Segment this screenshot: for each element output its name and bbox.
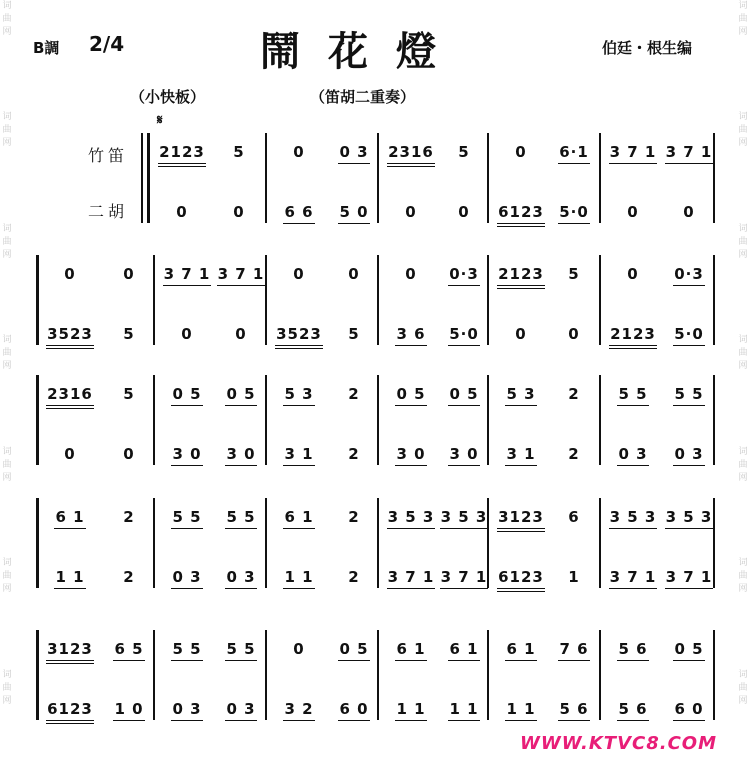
dizi-note bbox=[157, 383, 217, 406]
erhu-note bbox=[491, 323, 551, 345]
jianpu-notes: 5 6 bbox=[617, 698, 648, 721]
barline bbox=[36, 630, 39, 720]
score-system bbox=[0, 235, 750, 345]
dizi-note bbox=[603, 383, 663, 406]
dizi-note bbox=[211, 638, 271, 661]
jianpu-notes: 1 1 bbox=[448, 698, 479, 721]
jianpu-notes: 5 6 bbox=[558, 698, 589, 721]
jianpu-notes: 0 3 bbox=[338, 141, 369, 164]
dizi-note bbox=[544, 141, 604, 164]
watermark-char: 网 bbox=[738, 584, 748, 595]
jianpu-notes: 2316 bbox=[46, 383, 94, 409]
erhu-note bbox=[381, 566, 441, 589]
dizi-note bbox=[40, 638, 100, 664]
watermark-char: 词 bbox=[738, 669, 748, 680]
erhu-note bbox=[269, 566, 329, 589]
jianpu-notes: 6 1 bbox=[395, 638, 426, 661]
jianpu-notes: 6123 bbox=[46, 698, 94, 724]
dizi-note bbox=[211, 263, 271, 286]
barline bbox=[36, 255, 39, 345]
erhu-note bbox=[434, 443, 494, 466]
erhu-note bbox=[99, 698, 159, 721]
jianpu-notes: 6 5 bbox=[113, 638, 144, 661]
erhu-note bbox=[544, 566, 604, 588]
erhu-note bbox=[211, 443, 271, 466]
dizi-note bbox=[434, 638, 494, 661]
arranger-credit: 伯廷・根生编 bbox=[602, 39, 693, 57]
erhu-note bbox=[434, 323, 494, 346]
dizi-note bbox=[211, 506, 271, 529]
jianpu-notes: 0 bbox=[293, 143, 305, 161]
erhu-note bbox=[491, 201, 551, 227]
jianpu-notes: 0 bbox=[683, 203, 695, 221]
watermark-char: 曲 bbox=[738, 348, 748, 359]
jianpu-notes: 0 bbox=[458, 203, 470, 221]
erhu-note bbox=[603, 201, 663, 223]
jianpu-notes: 0 bbox=[568, 325, 580, 343]
jianpu-notes: 3123 bbox=[46, 638, 94, 664]
dizi-note bbox=[491, 638, 551, 661]
dizi-note bbox=[152, 141, 212, 167]
watermark-char: 词 bbox=[738, 446, 748, 457]
key-signature: B調 bbox=[33, 39, 60, 57]
dizi-note bbox=[40, 383, 100, 409]
erhu-note bbox=[157, 323, 217, 345]
jianpu-notes: 3 7 1 bbox=[609, 141, 658, 164]
jianpu-notes: 0 bbox=[123, 265, 135, 283]
jianpu-notes: 2316 bbox=[387, 141, 435, 167]
dizi-note bbox=[324, 638, 384, 661]
score-system bbox=[0, 113, 750, 223]
watermark-char: 曲 bbox=[738, 125, 748, 136]
dizi-note bbox=[544, 383, 604, 405]
watermark-char: 曲 bbox=[2, 125, 12, 136]
watermark-char: 曲 bbox=[2, 14, 12, 24]
erhu-note bbox=[40, 698, 100, 724]
jianpu-notes: 6 0 bbox=[338, 698, 369, 721]
jianpu-notes: 3523 bbox=[275, 323, 323, 349]
erhu-note bbox=[99, 566, 159, 588]
watermark-char: 网 bbox=[2, 361, 12, 372]
jianpu-notes: 3 0 bbox=[395, 443, 426, 466]
jianpu-notes: 0 bbox=[515, 325, 527, 343]
jianpu-notes: 0 bbox=[627, 265, 639, 283]
watermark-char: 曲 bbox=[738, 236, 748, 247]
erhu-note bbox=[491, 443, 551, 466]
jianpu-notes: 3 1 bbox=[283, 443, 314, 466]
dizi-note bbox=[603, 263, 663, 285]
jianpu-notes: 0 bbox=[348, 265, 360, 283]
dizi-note bbox=[40, 506, 100, 529]
score-system bbox=[0, 478, 750, 588]
jianpu-notes: 2 bbox=[123, 568, 135, 586]
dizi-note bbox=[434, 506, 494, 529]
erhu-note bbox=[324, 443, 384, 465]
dizi-note bbox=[603, 638, 663, 661]
jianpu-notes: 2 bbox=[348, 508, 360, 526]
watermark-char: 网 bbox=[738, 472, 748, 483]
system-bracket bbox=[141, 133, 143, 223]
erhu-note bbox=[434, 566, 494, 589]
jianpu-notes: 0 bbox=[293, 265, 305, 283]
watermark-char: 词 bbox=[2, 446, 12, 457]
dizi-note bbox=[659, 263, 719, 286]
dizi-note bbox=[659, 638, 719, 661]
dizi-note bbox=[603, 141, 663, 164]
jianpu-notes: 0 bbox=[235, 325, 247, 343]
jianpu-notes: 5 6 bbox=[617, 638, 648, 661]
dizi-note bbox=[434, 263, 494, 286]
jianpu-notes: 6 1 bbox=[283, 506, 314, 529]
jianpu-notes: 3 7 1 bbox=[665, 141, 714, 164]
dizi-note bbox=[269, 263, 329, 285]
jianpu-notes: 0 5 bbox=[338, 638, 369, 661]
jianpu-notes: 5·0 bbox=[558, 201, 590, 224]
erhu-note bbox=[40, 566, 100, 589]
erhu-note bbox=[434, 698, 494, 721]
erhu-note bbox=[603, 443, 663, 466]
jianpu-notes: 0 bbox=[64, 265, 76, 283]
erhu-note bbox=[544, 323, 604, 345]
watermark-char: 词 bbox=[738, 335, 748, 346]
erhu-note bbox=[40, 323, 100, 349]
ensemble-marking: （笛胡二重奏） bbox=[310, 88, 416, 106]
dizi-note bbox=[491, 506, 551, 532]
jianpu-notes: 3 6 bbox=[395, 323, 426, 346]
erhu-note bbox=[324, 323, 384, 345]
erhu-note bbox=[491, 698, 551, 721]
jianpu-notes: 0 5 bbox=[673, 638, 704, 661]
erhu-note bbox=[659, 201, 719, 223]
jianpu-notes: 5 3 bbox=[505, 383, 536, 406]
watermark-char: 网 bbox=[738, 695, 748, 706]
dizi-note bbox=[381, 263, 441, 285]
dizi-note bbox=[157, 638, 217, 661]
dizi-note bbox=[544, 506, 604, 528]
jianpu-notes: 6 1 bbox=[505, 638, 536, 661]
watermark-char: 词 bbox=[738, 558, 748, 569]
jianpu-notes: 5 5 bbox=[171, 506, 202, 529]
watermark-char: 曲 bbox=[738, 459, 748, 470]
jianpu-notes: 3 0 bbox=[225, 443, 256, 466]
dizi-note bbox=[491, 141, 551, 163]
jianpu-notes: 3 0 bbox=[448, 443, 479, 466]
dizi-note bbox=[269, 383, 329, 406]
tempo-marking: （小快板） bbox=[130, 88, 206, 106]
site-watermark: WWW.KTVC8.COM bbox=[520, 733, 717, 754]
jianpu-notes: 5 bbox=[348, 325, 360, 343]
watermark-char: 网 bbox=[738, 27, 748, 37]
jianpu-notes: 2 bbox=[123, 508, 135, 526]
part-name-dizi: 竹笛 bbox=[88, 146, 129, 165]
jianpu-notes: 6 1 bbox=[448, 638, 479, 661]
dizi-note bbox=[211, 383, 271, 406]
jianpu-notes: 5 5 bbox=[225, 506, 256, 529]
jianpu-notes: 3 7 1 bbox=[609, 566, 658, 589]
jianpu-notes: 0 bbox=[627, 203, 639, 221]
barline bbox=[36, 498, 39, 588]
watermark-char: 曲 bbox=[738, 571, 748, 582]
dizi-note bbox=[269, 638, 329, 660]
watermark-char: 词 bbox=[738, 223, 748, 234]
erhu-note bbox=[659, 323, 719, 346]
watermark-char: 网 bbox=[2, 695, 12, 706]
dizi-note bbox=[99, 638, 159, 661]
watermark-char: 网 bbox=[738, 249, 748, 260]
watermark-char: 词 bbox=[2, 558, 12, 569]
watermark-char: 曲 bbox=[2, 459, 12, 470]
dizi-note bbox=[659, 506, 719, 529]
erhu-note bbox=[269, 443, 329, 466]
erhu-note bbox=[491, 566, 551, 592]
jianpu-notes: 1 1 bbox=[395, 698, 426, 721]
jianpu-notes: 3 7 1 bbox=[217, 263, 266, 286]
watermark-char: 曲 bbox=[2, 236, 12, 247]
watermark-char: 词 bbox=[2, 669, 12, 680]
erhu-note bbox=[324, 201, 384, 224]
jianpu-notes: 0 3 bbox=[673, 443, 704, 466]
watermark-char: 曲 bbox=[2, 348, 12, 359]
dizi-note bbox=[381, 383, 441, 406]
dizi-note bbox=[324, 263, 384, 285]
jianpu-notes: 0 bbox=[293, 640, 305, 658]
dizi-note bbox=[603, 506, 663, 529]
erhu-note bbox=[157, 443, 217, 466]
jianpu-notes: 2123 bbox=[609, 323, 657, 349]
jianpu-notes: 5 5 bbox=[673, 383, 704, 406]
dizi-note bbox=[269, 506, 329, 529]
score-system bbox=[0, 610, 750, 720]
barline bbox=[147, 133, 150, 223]
jianpu-notes: 2 bbox=[348, 445, 360, 463]
dizi-note bbox=[99, 383, 159, 405]
watermark-char: 曲 bbox=[738, 14, 748, 24]
jianpu-notes: 0 3 bbox=[225, 698, 256, 721]
jianpu-notes: 5·0 bbox=[448, 323, 480, 346]
erhu-note bbox=[603, 698, 663, 721]
dizi-note bbox=[434, 141, 494, 163]
dizi-note bbox=[157, 506, 217, 529]
erhu-note bbox=[603, 566, 663, 589]
watermark-char: 曲 bbox=[2, 682, 12, 693]
erhu-note bbox=[603, 323, 663, 349]
jianpu-notes: 3 1 bbox=[505, 443, 536, 466]
jianpu-notes: 6 6 bbox=[283, 201, 314, 224]
watermark-char: 词 bbox=[2, 1, 12, 11]
erhu-note bbox=[381, 201, 441, 223]
dizi-note bbox=[99, 506, 159, 528]
dizi-note bbox=[544, 638, 604, 661]
jianpu-notes: 0 5 bbox=[395, 383, 426, 406]
jianpu-notes: 3 0 bbox=[171, 443, 202, 466]
jianpu-notes: 1 1 bbox=[54, 566, 85, 589]
dizi-note bbox=[324, 506, 384, 528]
jianpu-notes: 0·3 bbox=[673, 263, 705, 286]
erhu-note bbox=[659, 443, 719, 466]
jianpu-notes: 5 bbox=[458, 143, 470, 161]
jianpu-notes: 3 7 1 bbox=[163, 263, 212, 286]
jianpu-notes: 3 5 3 bbox=[665, 506, 714, 529]
erhu-note bbox=[157, 566, 217, 589]
jianpu-notes: 3 5 3 bbox=[387, 506, 436, 529]
erhu-note bbox=[659, 698, 719, 721]
watermark-char: 网 bbox=[2, 584, 12, 595]
jianpu-notes: 6 1 bbox=[54, 506, 85, 529]
watermark-char: 网 bbox=[2, 138, 12, 149]
erhu-note bbox=[99, 443, 159, 465]
dizi-note bbox=[324, 383, 384, 405]
jianpu-notes: 7 6 bbox=[558, 638, 589, 661]
erhu-note bbox=[211, 566, 271, 589]
jianpu-notes: 0 5 bbox=[225, 383, 256, 406]
erhu-note bbox=[269, 201, 329, 224]
erhu-note bbox=[544, 698, 604, 721]
jianpu-notes: 1 bbox=[568, 568, 580, 586]
erhu-note bbox=[381, 323, 441, 346]
part-name-erhu: 二胡 bbox=[88, 202, 129, 221]
jianpu-notes: 5 5 bbox=[171, 638, 202, 661]
erhu-note bbox=[211, 323, 271, 345]
dizi-note bbox=[381, 506, 441, 529]
jianpu-notes: 0 5 bbox=[171, 383, 202, 406]
erhu-note bbox=[157, 698, 217, 721]
erhu-note bbox=[99, 323, 159, 345]
jianpu-notes: 3 5 3 bbox=[440, 506, 489, 529]
jianpu-notes: 6123 bbox=[497, 566, 545, 592]
jianpu-notes: 5 3 bbox=[283, 383, 314, 406]
erhu-note bbox=[544, 443, 604, 465]
jianpu-notes: 1 1 bbox=[283, 566, 314, 589]
jianpu-notes: 2123 bbox=[158, 141, 206, 167]
watermark-char: 词 bbox=[738, 112, 748, 123]
jianpu-notes: 6·1 bbox=[558, 141, 590, 164]
jianpu-notes: 0 3 bbox=[617, 443, 648, 466]
jianpu-notes: 1 0 bbox=[113, 698, 144, 721]
dizi-note bbox=[434, 383, 494, 406]
jianpu-notes: 3123 bbox=[497, 506, 545, 532]
barline bbox=[36, 375, 39, 465]
segno-sign: 𝄋 bbox=[157, 113, 163, 128]
jianpu-notes: 0 3 bbox=[225, 566, 256, 589]
jianpu-notes: 1 1 bbox=[505, 698, 536, 721]
jianpu-notes: 0 bbox=[64, 445, 76, 463]
jianpu-notes: 0 bbox=[181, 325, 193, 343]
time-signature: 2/4 bbox=[89, 32, 125, 56]
watermark-char: 网 bbox=[2, 249, 12, 260]
erhu-note bbox=[381, 443, 441, 466]
watermark-char: 网 bbox=[2, 472, 12, 483]
jianpu-notes: 5 bbox=[123, 385, 135, 403]
erhu-note bbox=[269, 323, 329, 349]
watermark-char: 网 bbox=[738, 361, 748, 372]
erhu-note bbox=[209, 201, 269, 223]
jianpu-notes: 5 bbox=[568, 265, 580, 283]
jianpu-notes: 2123 bbox=[497, 263, 545, 289]
watermark-char: 词 bbox=[2, 223, 12, 234]
jianpu-notes: 0 bbox=[405, 265, 417, 283]
jianpu-notes: 0 bbox=[233, 203, 245, 221]
dizi-note bbox=[659, 383, 719, 406]
jianpu-notes: 0 bbox=[515, 143, 527, 161]
jianpu-notes: 2 bbox=[348, 568, 360, 586]
watermark-char: 词 bbox=[2, 335, 12, 346]
erhu-note bbox=[324, 566, 384, 588]
jianpu-notes: 3 5 3 bbox=[609, 506, 658, 529]
dizi-note bbox=[209, 141, 269, 163]
erhu-note bbox=[544, 201, 604, 224]
dizi-note bbox=[381, 141, 441, 167]
jianpu-notes: 2 bbox=[348, 385, 360, 403]
jianpu-notes: 0 3 bbox=[171, 698, 202, 721]
jianpu-notes: 3523 bbox=[46, 323, 94, 349]
watermark-char: 曲 bbox=[738, 682, 748, 693]
jianpu-notes: 0 bbox=[123, 445, 135, 463]
watermark-char: 词 bbox=[2, 112, 12, 123]
dizi-note bbox=[491, 263, 551, 289]
jianpu-notes: 6123 bbox=[497, 201, 545, 227]
erhu-note bbox=[324, 698, 384, 721]
jianpu-notes: 0 3 bbox=[171, 566, 202, 589]
dizi-note bbox=[324, 141, 384, 164]
jianpu-notes: 0 5 bbox=[448, 383, 479, 406]
erhu-note bbox=[152, 201, 212, 223]
jianpu-notes: 5·0 bbox=[673, 323, 705, 346]
watermark-char: 词 bbox=[738, 1, 748, 11]
jianpu-notes: 6 0 bbox=[673, 698, 704, 721]
jianpu-notes: 2 bbox=[568, 445, 580, 463]
jianpu-notes: 3 7 1 bbox=[665, 566, 714, 589]
watermark-char: 网 bbox=[2, 27, 12, 37]
dizi-note bbox=[659, 141, 719, 164]
erhu-note bbox=[381, 698, 441, 721]
dizi-note bbox=[491, 383, 551, 406]
jianpu-notes: 5 0 bbox=[338, 201, 369, 224]
watermark-char: 网 bbox=[738, 138, 748, 149]
jianpu-notes: 3 7 1 bbox=[440, 566, 489, 589]
erhu-note bbox=[269, 698, 329, 721]
erhu-note bbox=[40, 443, 100, 465]
song-title: 鬧花燈 bbox=[260, 28, 464, 75]
dizi-note bbox=[544, 263, 604, 285]
dizi-note bbox=[381, 638, 441, 661]
dizi-note bbox=[157, 263, 217, 286]
jianpu-notes: 3 7 1 bbox=[387, 566, 436, 589]
watermark-char: 曲 bbox=[2, 571, 12, 582]
jianpu-notes: 5 bbox=[233, 143, 245, 161]
erhu-note bbox=[434, 201, 494, 223]
jianpu-notes: 5 bbox=[123, 325, 135, 343]
jianpu-notes: 5 5 bbox=[225, 638, 256, 661]
jianpu-notes: 0·3 bbox=[448, 263, 480, 286]
jianpu-notes: 2 bbox=[568, 385, 580, 403]
dizi-note bbox=[40, 263, 100, 285]
erhu-note bbox=[659, 566, 719, 589]
dizi-note bbox=[269, 141, 329, 163]
score-system bbox=[0, 355, 750, 465]
jianpu-notes: 6 bbox=[568, 508, 580, 526]
jianpu-notes: 0 bbox=[405, 203, 417, 221]
dizi-note bbox=[99, 263, 159, 285]
jianpu-notes: 0 bbox=[176, 203, 188, 221]
jianpu-notes: 5 5 bbox=[617, 383, 648, 406]
erhu-note bbox=[211, 698, 271, 721]
jianpu-notes: 3 2 bbox=[283, 698, 314, 721]
